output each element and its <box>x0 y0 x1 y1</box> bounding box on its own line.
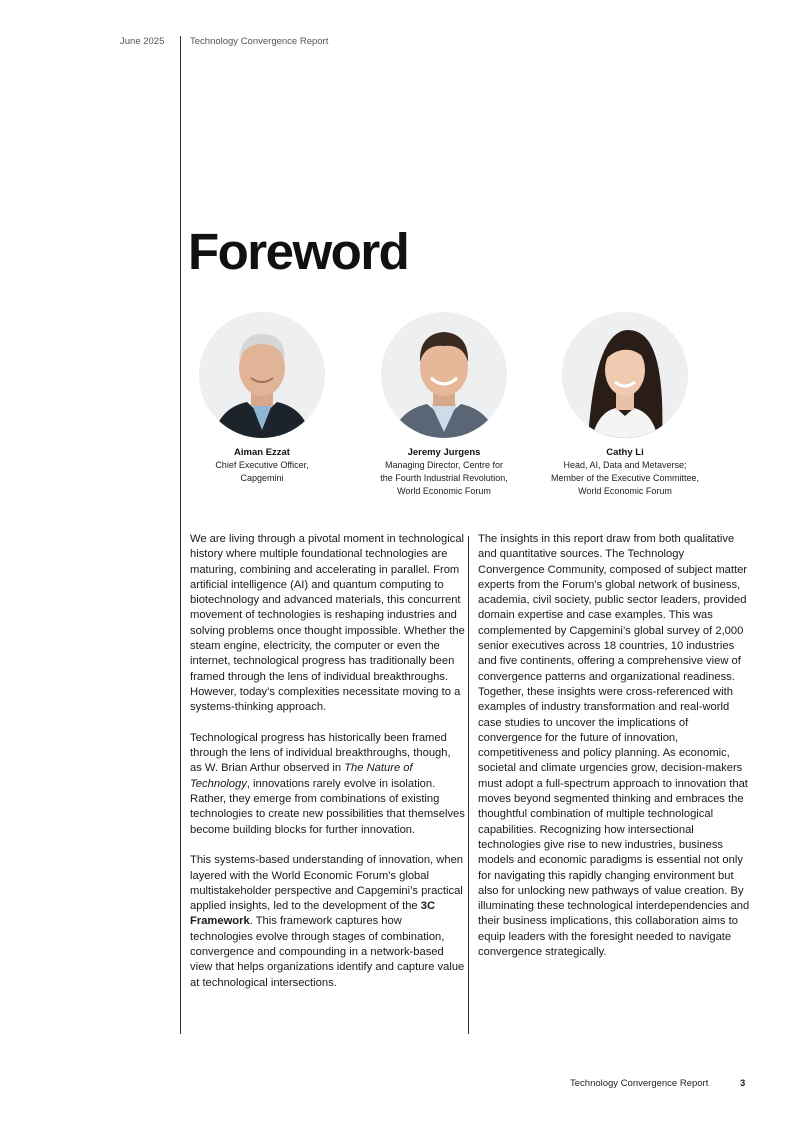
paragraph-text: . This framework captures how technologies evolve through stages of combination, convergence and compounding in a network-based view that helps organizations identify and capture value at technological intersections. <box>190 915 465 989</box>
footer-report-title: Technology Convergence Report <box>570 1078 709 1089</box>
person-role-line: World Economic Forum <box>397 486 491 496</box>
left-vertical-rule <box>180 36 181 1034</box>
page-number: 3 <box>740 1078 746 1089</box>
portrait-photo <box>562 312 688 438</box>
person-role-line: Capgemini <box>240 473 284 483</box>
column-divider-rule <box>468 536 469 1034</box>
header-date: June 2025 <box>120 36 165 47</box>
person-name: Cathy Li <box>606 447 644 458</box>
person-role-line: World Economic Forum <box>578 486 672 496</box>
paragraph-text: , innovations rarely evolve in isolation. Rather, they emerge from combinations of existing technologies to create new possibilities that themselves become building blocks for further innovation. <box>190 777 465 836</box>
framework-name: 3C Framework <box>190 900 436 928</box>
portrait-photo <box>199 312 325 438</box>
person-role-line: Chief Executive Officer, <box>215 460 309 470</box>
paragraph-text: This systems-based understanding of innovation, when layered with the World Economic Forum’s global multistakeholder perspective and Capgemini’s practical applied insights, led to the development of the <box>190 854 464 913</box>
person-card-aiman-ezzat <box>177 312 347 485</box>
person-card-jeremy-jurgens <box>359 312 529 498</box>
body-paragraph <box>190 731 465 838</box>
person-name: Jeremy Jurgens <box>407 447 481 458</box>
person-card-cathy-li <box>540 312 710 498</box>
portrait-photo <box>381 312 507 438</box>
body-paragraph <box>190 853 465 991</box>
body-paragraph: We are living through a pivotal moment in technological history where multiple foundational technologies are maturing, combining and accelerating in parallel. From artificial intelligence (AI) and quantum computing to biotechnology and advanced materials, this concurrent movement of technologies is reshaping industries and solving problems once thought impossible. Whether the steam engine, electricity, the computer or even the internet, technological progress has traditionally been framed through the lens of individual breakthroughs. However, today’s complexities necessitate moving to a systems-thinking approach. <box>190 533 465 714</box>
person-name: Aiman Ezzat <box>234 447 290 458</box>
header-report-title: Technology Convergence Report <box>190 36 329 47</box>
person-role-line: Managing Director, Centre for <box>384 460 504 470</box>
person-role-line: the Fourth Industrial Revolution, <box>380 473 508 483</box>
body-column-left <box>190 532 465 1006</box>
book-title: The Nature of Technology <box>190 762 413 790</box>
person-role-line: Member of the Executive Committee, <box>550 473 700 483</box>
paragraph-text: Technological progress has historically been framed through the lens of individual breakthroughs, though, as W. Brian Arthur observed in <box>190 731 451 775</box>
page-title: Foreword <box>188 223 409 280</box>
body-paragraph: The insights in this report draw from both qualitative and quantitative sources. The Technology Convergence Community, composed of subject matter experts from the Forum’s global network of business, academia, civil society, public sector leaders, provided domain expertise and case examples. This was complemented by Capgemini’s global survey of 2,000 senior executives across 18 countries, 10 industries and five continents, offering a comprehensive view of convergence patterns and organizational readiness. Together, these insights were cross-referenced with examples of industry transformation and real-world case studies to uncover the implications of convergence for the future of innovation, competitiveness and policy planning. As economic, societal and climate urgencies grow, decision-makers must adopt a full-spectrum approach to innovation that moves beyond segmented thinking and embraces the thoughtful combination of multiple technological capabilities. Recognizing how intersectional technologies give rise to new industries, business models and economic paradigms is essential not only for navigating this rapidly changing environment but also for unlocking new pathways of value creation. By illuminating these technological interdependencies and their business implications, this collaboration aims to equip leaders with the foresight needed to navigate convergence strategically. <box>478 533 750 959</box>
person-role-line: Head, AI, Data and Metaverse; <box>563 460 687 470</box>
body-column-right <box>478 532 753 976</box>
